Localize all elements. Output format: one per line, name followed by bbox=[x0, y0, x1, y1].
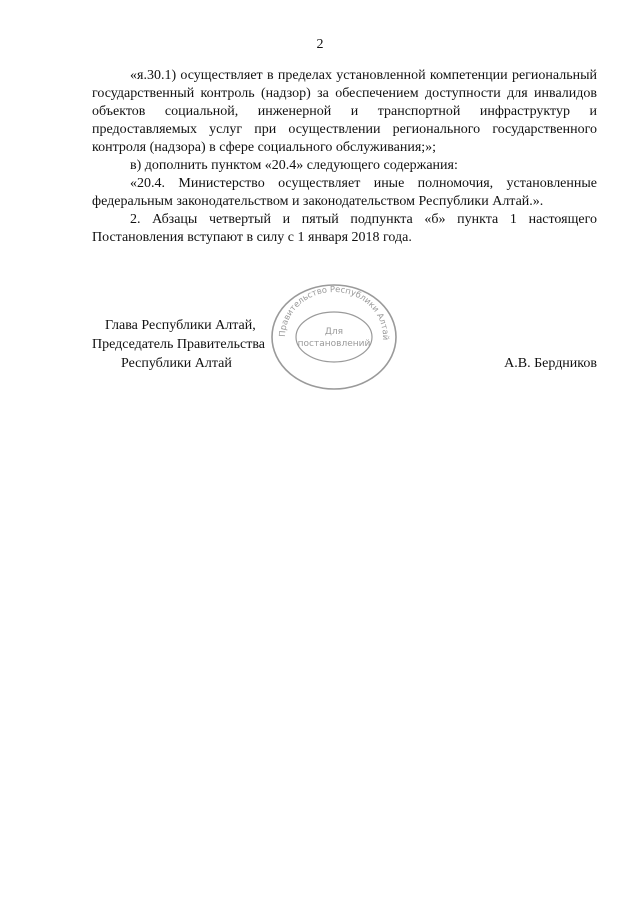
page-number: 2 bbox=[316, 37, 324, 52]
stamp-seal-icon bbox=[268, 283, 400, 391]
document-body bbox=[92, 67, 597, 247]
paragraph-item-30-1: «я.30.1) осуществляет в пределах установленной компетенции региональный государственный контроль (надзор) за обеспечением доступности для инвалидов объектов социальной, инженерной и транспортной инфраструктур и предоставляемых услуг при осуществлении регионального государственного контроля (надзора) в сфере социального обслуживания;»; bbox=[92, 68, 597, 155]
signatory-title-line-2: Председатель Правительства bbox=[92, 337, 265, 352]
official-stamp bbox=[268, 283, 400, 391]
stamp-center-line-1: Для bbox=[324, 327, 344, 337]
paragraph-effective-date: 2. Абзацы четвертый и пятый подпункта «б» пункта 1 настоящего Постановления вступают в силу с 1 января 2018 года. bbox=[92, 212, 597, 245]
signatory-title-line-3: Республики Алтай bbox=[121, 356, 232, 371]
stamp-ring-text: Правительство Республики Алтай bbox=[276, 283, 392, 341]
signatory-title-line-1: Глава Республики Алтай, bbox=[105, 318, 256, 333]
signatory-name: А.В. Бердников bbox=[504, 356, 597, 371]
stamp-center-line-2: постановлений bbox=[297, 339, 371, 349]
paragraph-item-20-4: «20.4. Министерство осуществляет иные полномочия, установленные федеральным законодательством и законодательством Республики Алтай.». bbox=[92, 176, 597, 209]
paragraph-add-point: в) дополнить пунктом «20.4» следующего содержания: bbox=[130, 158, 458, 173]
